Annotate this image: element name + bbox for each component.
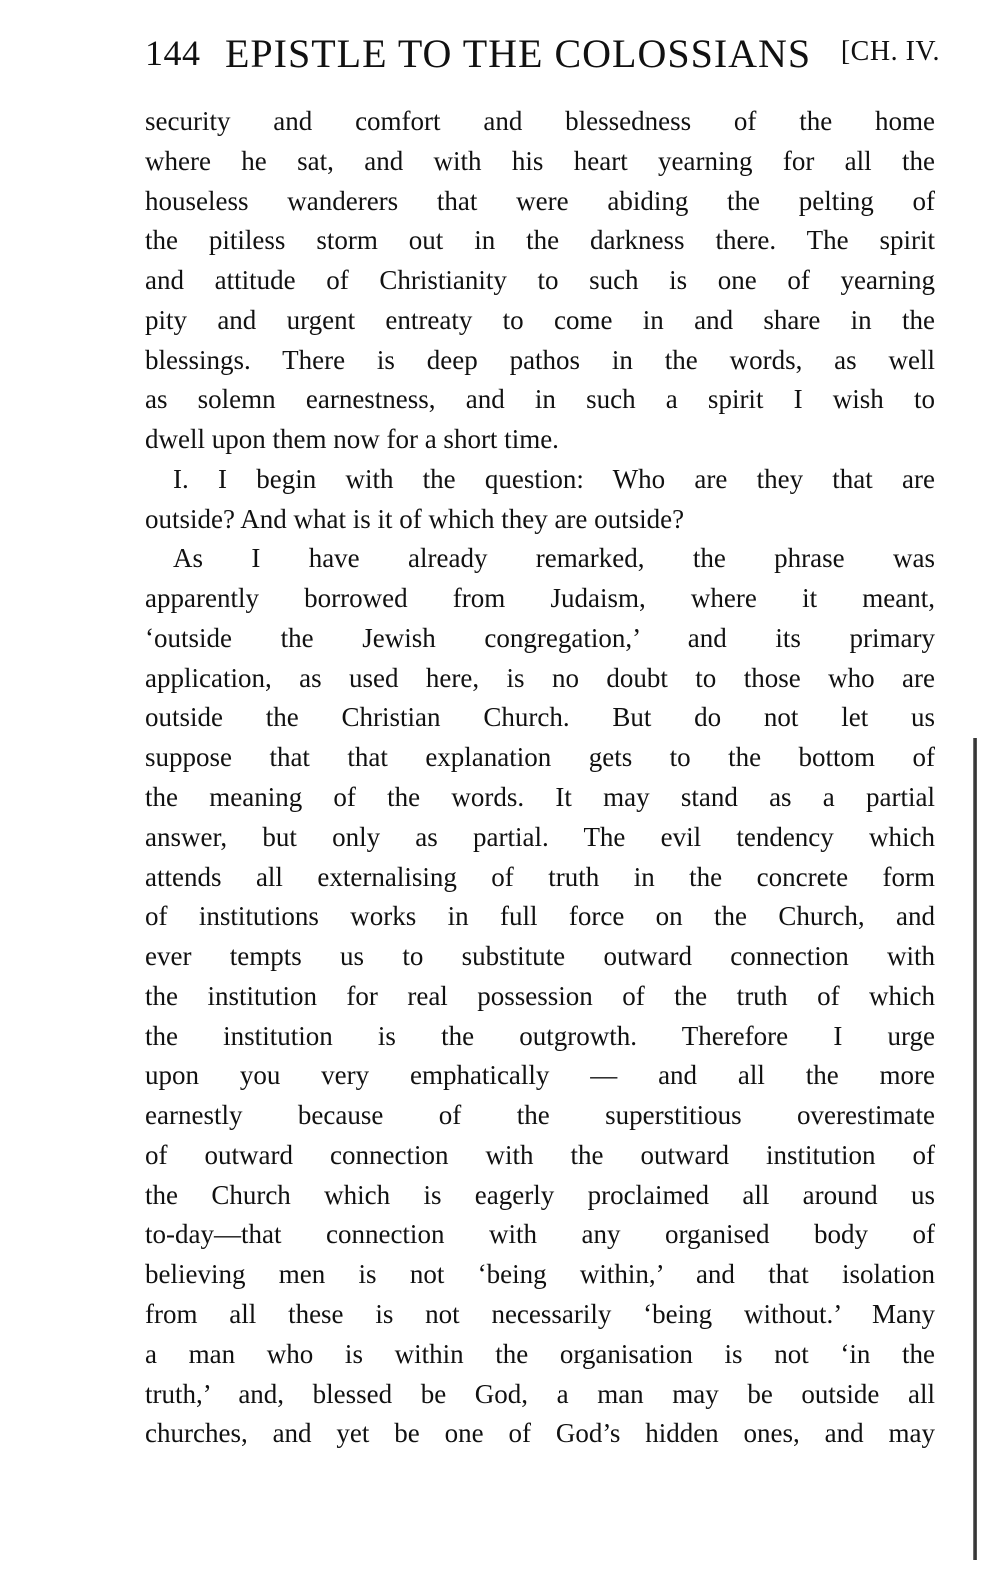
text-line: security and comfort and blessedness of the home bbox=[145, 106, 935, 136]
text-line: the Church which is eagerly proclaimed all around us bbox=[145, 1179, 935, 1210]
text-line: as solemn earnestness, and in such a spirit I wish to bbox=[145, 384, 935, 415]
text-line: outside the Christian Church. But do not let us bbox=[145, 702, 935, 733]
text-line: pity and urgent entreaty to come in and share in the bbox=[145, 304, 935, 335]
running-title: EPISTLE TO THE COLOSSIANS bbox=[225, 31, 812, 76]
text-line: apparently borrowed from Judaism, where it meant, bbox=[145, 583, 935, 614]
text-line: As I have already remarked, the phrase was bbox=[173, 543, 935, 574]
body-text bbox=[145, 102, 935, 1454]
text-line: earnestly because of the superstitious overestimate bbox=[145, 1100, 935, 1131]
text-line: churches, and yet be one of God’s hidden ones, and may bbox=[145, 1418, 935, 1449]
text-line: and attitude of Christianity to such is one of yearning bbox=[145, 265, 935, 296]
text-line: suppose that that explanation gets to the bottom of bbox=[145, 742, 935, 773]
text-line: the institution for real possession of the truth of which bbox=[145, 980, 935, 1011]
text-line: houseless wanderers that were abiding the pelting of bbox=[145, 185, 935, 216]
text-line: I. I begin with the question: Who are they that are bbox=[173, 463, 935, 494]
text-line: dwell upon them now for a short time. bbox=[145, 424, 559, 455]
text-line: where he sat, and with his heart yearning for all the bbox=[145, 145, 935, 176]
scan-edge-shadow bbox=[973, 738, 977, 1560]
text-line: ever tempts us to substitute outward connection with bbox=[145, 941, 935, 972]
text-line: application, as used here, is no doubt to those who are bbox=[145, 662, 935, 693]
text-line: of institutions works in full force on the Church, and bbox=[145, 901, 935, 932]
text-line: the institution is the outgrowth. Therefore I urge bbox=[145, 1020, 935, 1051]
text-line: believing men is not ‘being within,’ and that isolation bbox=[145, 1259, 935, 1290]
text-line: from all these is not necessarily ‘being without.’ Many bbox=[145, 1298, 935, 1329]
running-head bbox=[145, 30, 940, 80]
text-line: attends all externalising of truth in the concrete form bbox=[145, 861, 935, 892]
text-line: answer, but only as partial. The evil tendency which bbox=[145, 821, 935, 852]
text-line: of outward connection with the outward institution of bbox=[145, 1139, 935, 1170]
text-line: blessings. There is deep pathos in the words, as well bbox=[145, 344, 935, 375]
chapter-marker: [CH. IV. bbox=[840, 36, 940, 67]
text-line: a man who is within the organisation is not ‘in the bbox=[145, 1338, 935, 1369]
text-line: to-day—that connection with any organised body of bbox=[145, 1219, 935, 1250]
text-line: the pitiless storm out in the darkness there. The spirit bbox=[145, 225, 935, 256]
text-line: ‘outside the Jewish congregation,’ and its primary bbox=[145, 622, 935, 653]
page-number: 144 bbox=[145, 33, 201, 73]
text-line: truth,’ and, blessed be God, a man may be outside all bbox=[145, 1378, 935, 1409]
text-line: outside? And what is it of which they are outside? bbox=[145, 503, 685, 534]
text-line: the meaning of the words. It may stand as a partial bbox=[145, 782, 935, 813]
text-line: upon you very emphatically — and all the more bbox=[145, 1060, 935, 1091]
